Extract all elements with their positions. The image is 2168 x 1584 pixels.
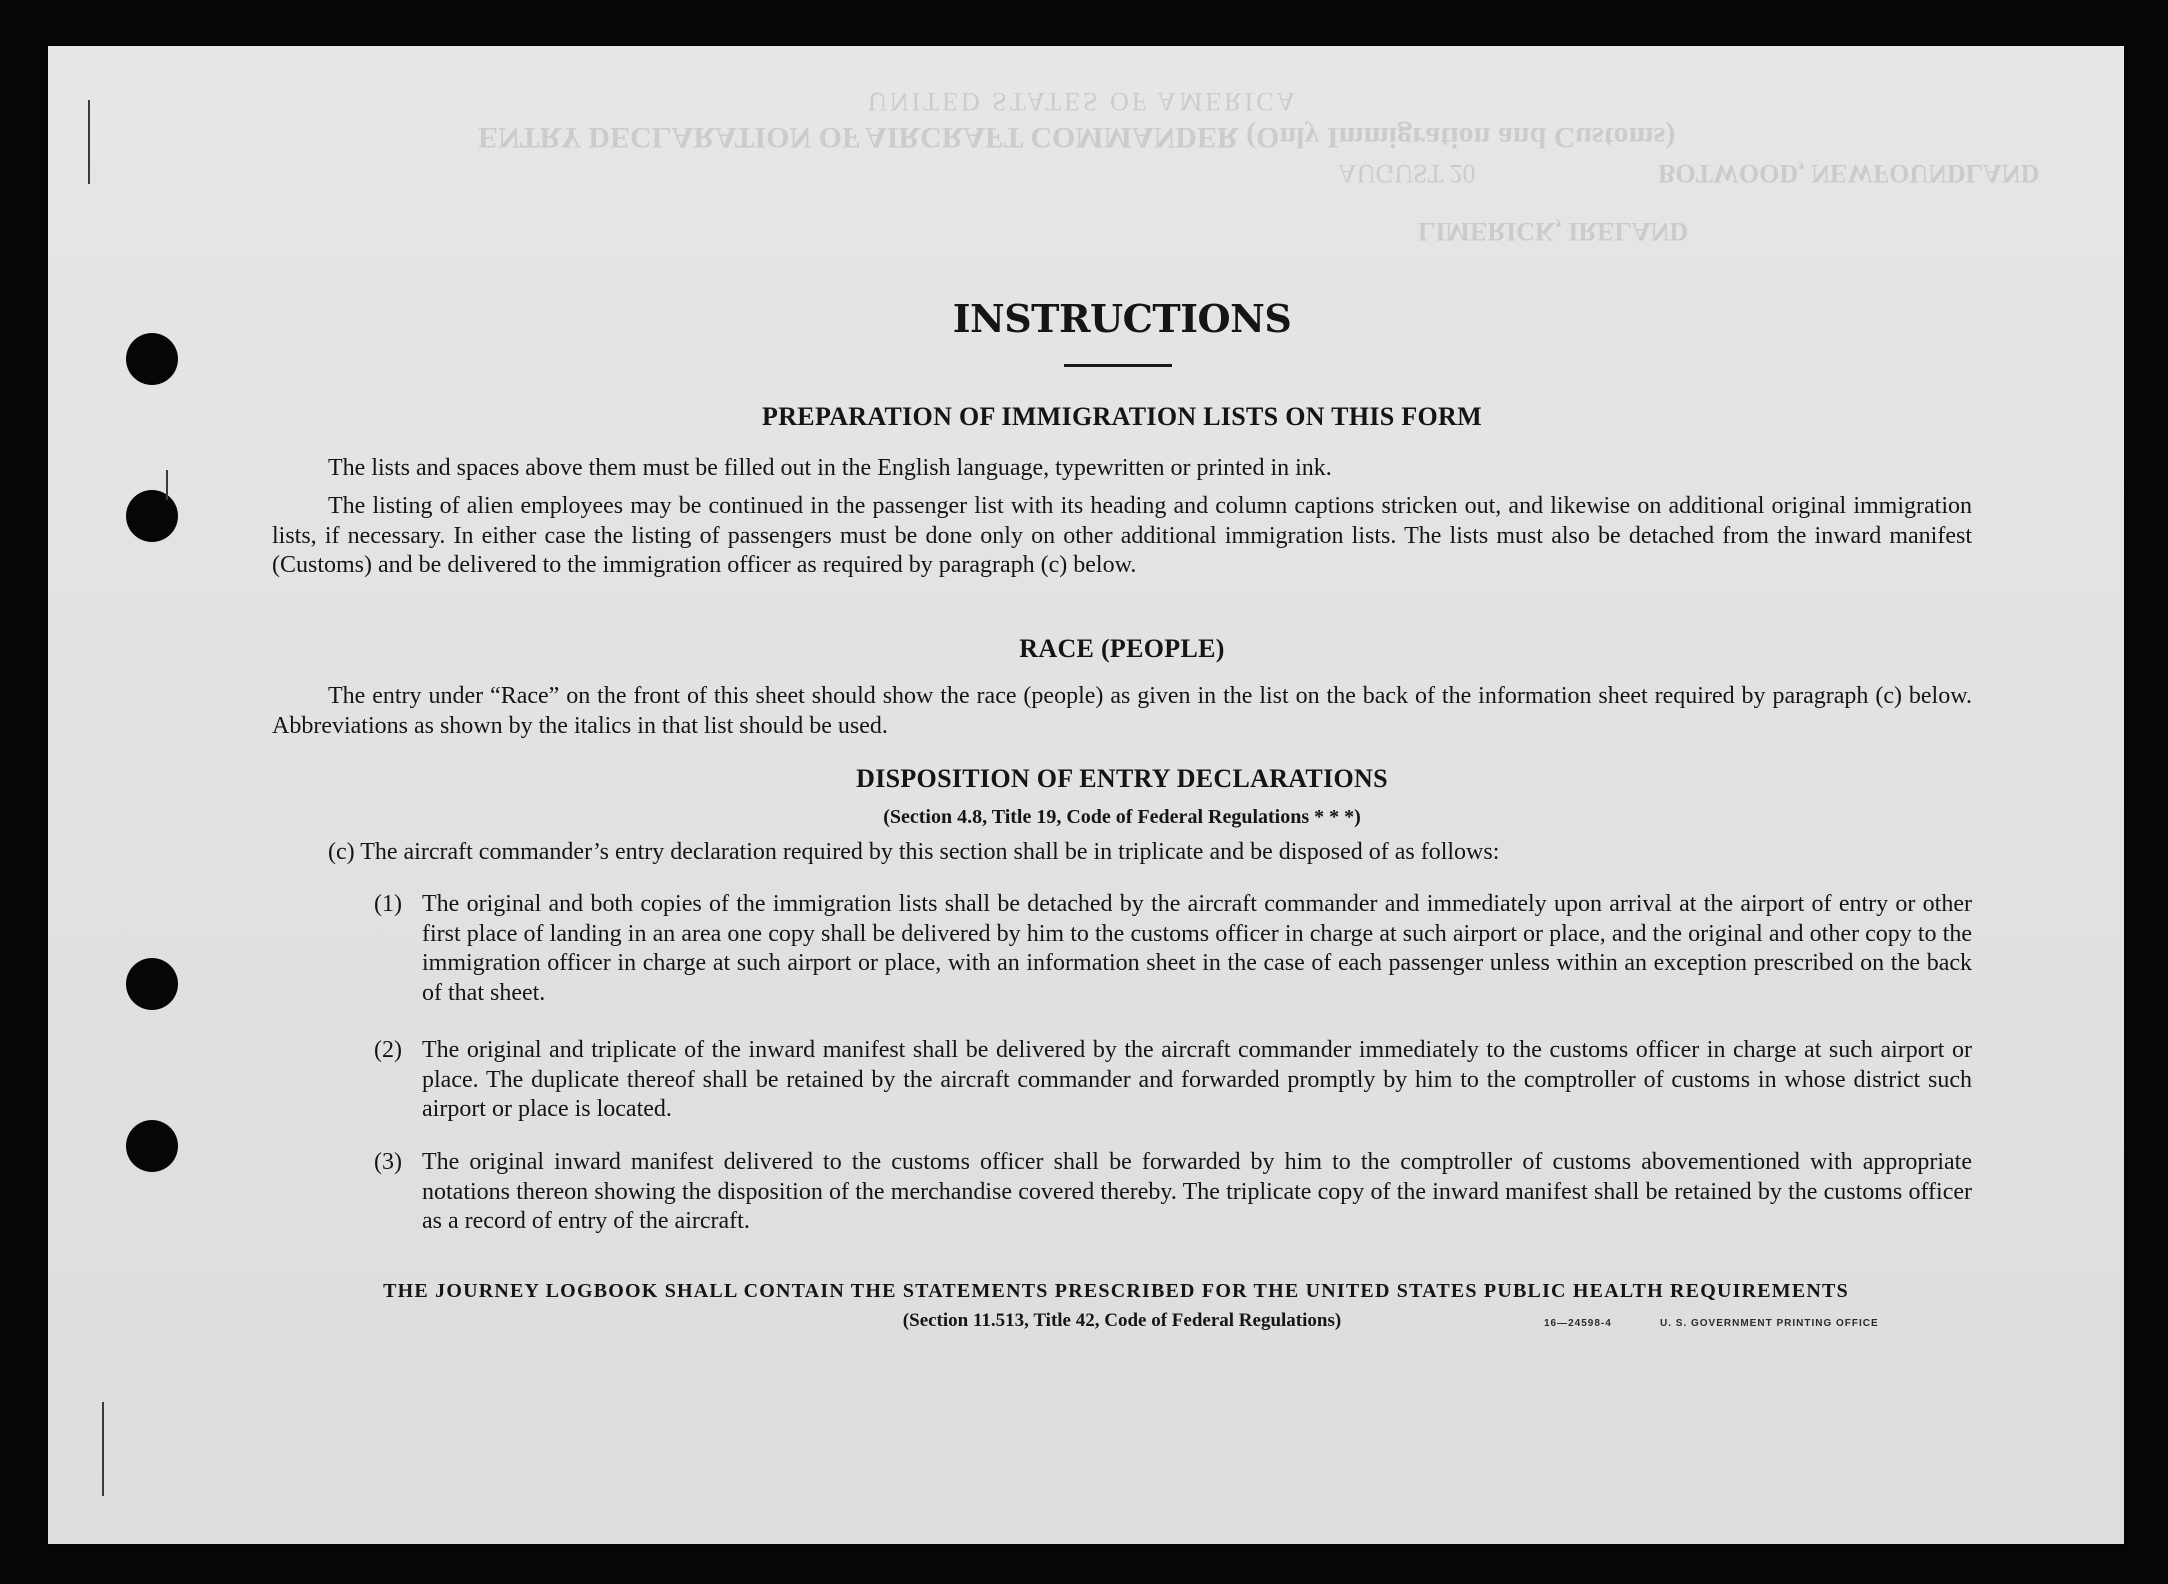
list-item: [374, 1036, 1972, 1125]
bleed-through-line4: BOTWOOD, NEWFOUNDLAND: [1658, 159, 2040, 188]
section-citation: (Section 4.8, Title 19, Code of Federal Regulations * * *): [883, 806, 1361, 828]
footer-citation: (Section 11.513, Title 42, Code of Federal Regulations): [902, 1310, 1342, 1331]
list-item-number: (3): [374, 1149, 402, 1175]
title-rule: [1064, 364, 1172, 367]
section-heading: DISPOSITION OF ENTRY DECLARATIONS: [856, 764, 1388, 793]
list-item-text: The original inward manifest delivered to the customs officer shall be forwarded by him to the comptroller of customs abovementioned with appropriate notations thereon showing the disposition of the merchandise covered thereby. The triplicate copy of the inward manifest shall be retained by the customs officer as a record of entry of the aircraft.: [422, 1149, 1972, 1234]
list-item: [374, 1148, 1972, 1237]
list-item-number: (1): [374, 891, 402, 917]
list-item-number: (2): [374, 1037, 402, 1063]
list-item-text: The original and both copies of the immigration lists shall be detached by the aircraft commander and immediately upon arrival at the airport of entry or other first place of landing in an area one copy shall be delivered by him to the customs officer in charge at such airport or place, and the original and other copy to the immigration officer in charge at such airport or place, with an information sheet in the case of each passenger unless within an exception prescribed on the back of that sheet.: [422, 891, 1972, 1006]
punch-hole: [126, 1120, 178, 1172]
list-item-text: The original and triplicate of the inward manifest shall be delivered by the aircraft commander immediately to the customs officer in charge at such airport or place. The duplicate thereof shall be retained by the aircraft commander and forwarded promptly by him to the comptroller of customs in whose district such airport or place is located.: [422, 1037, 1972, 1122]
punch-hole: [126, 490, 178, 542]
form-number: 16—24598-4: [1544, 1318, 1612, 1329]
paragraph: The entry under “Race” on the front of this sheet should show the race (people) as given in the list on the back of the information sheet required by paragraph (c) below. Abbreviations as shown by the italics in that list should be used.: [272, 683, 1972, 739]
margin-mark: [88, 100, 90, 184]
list-item: [374, 890, 1972, 1008]
page-title: INSTRUCTIONS: [952, 296, 1292, 341]
document-sheet: [48, 46, 2124, 1544]
bleed-through-line2: ENTRY DECLARATION OF AIRCRAFT COMMANDER (Only Immigration and Customs): [478, 121, 1676, 154]
paragraph-intro: (c) The aircraft commander’s entry declaration required by this section shall be in triplicate and be disposed of as follows:: [328, 839, 1500, 865]
margin-mark: [166, 470, 168, 500]
bleed-through-line1: UNITED STATES OF AMERICA: [868, 87, 1299, 116]
punch-hole: [126, 958, 178, 1010]
punch-hole: [126, 333, 178, 385]
footer-statement: THE JOURNEY LOGBOOK SHALL CONTAIN THE STATEMENTS PRESCRIBED FOR THE UNITED STATES PUBLIC HEALTH REQUIREMENTS: [383, 1280, 1849, 1302]
printer-imprint: U. S. GOVERNMENT PRINTING OFFICE: [1660, 1318, 1879, 1329]
section-heading: PREPARATION OF IMMIGRATION LISTS ON THIS FORM: [762, 402, 1482, 431]
section-heading: RACE (PEOPLE): [1019, 634, 1225, 663]
bleed-through-line5: LIMERICK, IRELAND: [1418, 217, 1689, 246]
margin-mark: [102, 1402, 104, 1496]
paragraph: The listing of alien employees may be continued in the passenger list with its heading and column captions stricken out, and likewise on additional original immigration lists, if necessary. In either case the listing of passengers must be done only on other additional immigration lists. The lists must also be detached from the inward manifest (Customs) and be delivered to the immigration officer as required by paragraph (c) below.: [272, 493, 1972, 578]
bleed-through-line3: AUGUST 20: [1338, 159, 1476, 188]
paragraph: The lists and spaces above them must be filled out in the English language, typewritten or printed in ink.: [328, 455, 1332, 481]
